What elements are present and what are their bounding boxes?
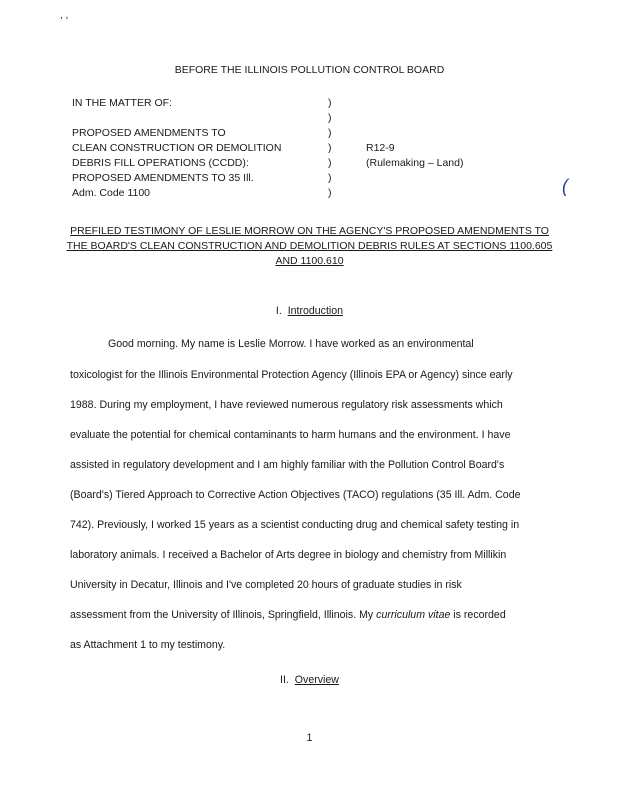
- caption-line: CLEAN CONSTRUCTION OR DEMOLITION: [72, 142, 282, 154]
- title-line: THE BOARD'S CLEAN CONSTRUCTION AND DEMOLITION DEBRIS RULES AT SECTIONS 1100.605: [66, 240, 553, 252]
- caption-separator: ): [328, 172, 332, 184]
- paragraph-line: assisted in regulatory development and I am highly familiar with the Pollution Control Board's: [70, 459, 505, 471]
- caption-line: PROPOSED AMENDMENTS TO: [72, 127, 226, 139]
- caption-line: DEBRIS FILL OPERATIONS (CCDD):: [72, 157, 249, 169]
- caption-line: Adm. Code 1100: [72, 187, 151, 199]
- caption-line: PROPOSED AMENDMENTS TO 35 Ill.: [72, 172, 254, 184]
- docket-number: R12-9: [366, 142, 395, 154]
- caption-separator: ): [328, 97, 332, 109]
- docket-type: (Rulemaking – Land): [366, 157, 464, 169]
- page-number: 1: [306, 732, 313, 744]
- paragraph-line: Good morning. My name is Leslie Morrow. I have worked as an environmental: [108, 338, 474, 350]
- title-line: PREFILED TESTIMONY OF LESLIE MORROW ON THE AGENCY'S PROPOSED AMENDMENTS TO: [70, 225, 549, 237]
- caption-separator: ): [328, 157, 332, 169]
- paragraph-line: toxicologist for the Illinois Environmental Protection Agency (Illinois EPA or Agency) since early: [70, 369, 513, 381]
- matter-label: IN THE MATTER OF:: [72, 97, 172, 109]
- caption-separator: ): [328, 187, 332, 199]
- title-line: AND 1100.610: [275, 255, 344, 267]
- section-heading-introduction: I. Introduction: [275, 305, 344, 317]
- section-heading-overview: II. Overview: [280, 674, 339, 686]
- paragraph-line: 1988. During my employment, I have reviewed numerous regulatory risk assessments which: [70, 399, 503, 411]
- caption-separator: ): [328, 112, 332, 124]
- paragraph-line: University in Decatur, Illinois and I've completed 20 hours of graduate studies in risk: [70, 579, 462, 591]
- paragraph-line: laboratory animals. I received a Bachelor of Arts degree in biology and chemistry from Millikin: [70, 549, 507, 561]
- margin-mark: (: [562, 176, 568, 196]
- paragraph-line: as Attachment 1 to my testimony.: [70, 639, 226, 651]
- board-heading: BEFORE THE ILLINOIS POLLUTION CONTROL BOARD: [174, 64, 445, 76]
- cv-term: curriculum vitae: [376, 609, 451, 621]
- scan-marks: , ,: [60, 10, 69, 21]
- paragraph-line: (Board's) Tiered Approach to Corrective Action Objectives (TACO) regulations (35 Ill. Adm. Code: [70, 489, 521, 501]
- paragraph-line: 742). Previously, I worked 15 years as a scientist conducting drug and chemical safety testing in: [70, 519, 520, 531]
- caption-separator: ): [328, 127, 332, 139]
- paragraph-line: assessment from the University of Illinois, Springfield, Illinois. My curriculum vitae is recorded: [70, 609, 506, 621]
- caption-separator: ): [328, 142, 332, 154]
- paragraph-line: evaluate the potential for chemical contaminants to harm humans and the environment. I have: [70, 429, 511, 441]
